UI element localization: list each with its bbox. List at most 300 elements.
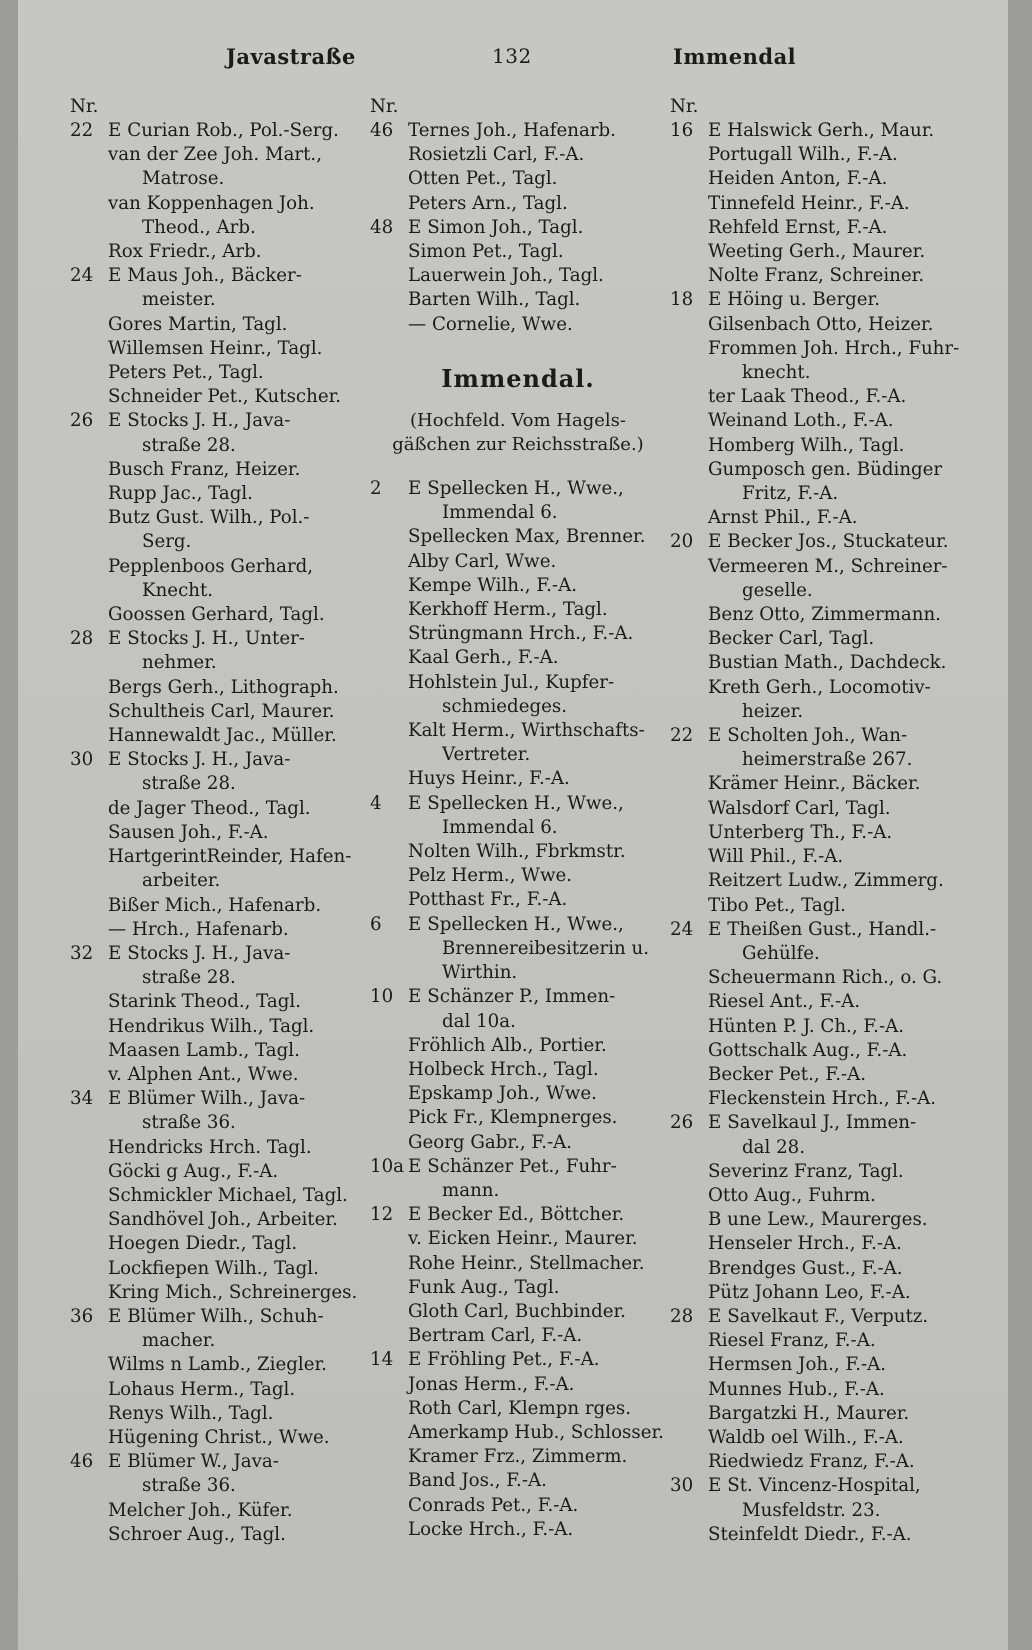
resident-name: Rox Friedr., Arb. [108,241,262,263]
house-number: 46 [70,1451,94,1473]
resident-name: Simon Pet., Tagl. [408,241,564,263]
resident-name: Kreth Gerh., Locomotiv- [708,676,931,698]
resident-name: Peters Pet., Tagl. [108,362,264,384]
owner-mark: E [708,1112,722,1134]
resident-entry [370,1421,666,1445]
resident-entry [670,1257,970,1281]
section-subtitle [370,409,666,457]
entry-continuation: Fritz, F.-A. [742,483,839,505]
resident-entry [670,1087,970,1111]
entry-continuation: nehmer. [142,652,217,674]
entry-continuation: straße 36. [142,1112,236,1134]
resident-entry [670,1329,970,1353]
nr-label: Nr. [670,96,699,117]
resident-name: Gumposch gen. Büdinger [708,458,943,480]
resident-name: Otten Pet., Tagl. [408,168,558,190]
resident-name: Nolten Wilh., Fbrkmstr. [408,841,626,863]
house-number: 18 [670,289,694,311]
house-entry [70,627,362,675]
house-entry [370,216,666,240]
resident-name: Gilsenbach Otto, Heizer. [708,313,934,335]
owner-mark: E [708,1475,722,1497]
resident-entry [70,143,362,191]
resident-name: — Cornelie, Wwe. [408,313,573,335]
resident-name: Hügening Christ., Wwe. [108,1426,330,1448]
resident-entry [670,1039,970,1063]
house-entry [70,119,362,143]
resident-entry [670,337,970,385]
resident-name: Pepplenboos Gerhard, [108,555,314,577]
resident-entry [670,167,970,191]
resident-name: Schultheis Carl, Maurer. [108,700,335,722]
resident-name: Becker Pet., F.-A. [708,1063,867,1085]
resident-entry [670,409,970,433]
resident-entry [70,361,362,385]
resident-name: Wilms n Lamb., Ziegler. [108,1354,327,1376]
resident-name: Goossen Gerhard, Tagl. [108,604,325,626]
resident-entry [670,216,970,240]
resident-entry [370,1300,666,1324]
resident-entry [370,864,666,888]
nr-label: Nr. [370,96,399,117]
resident-name: Riedwiedz Franz, F.-A. [708,1451,915,1473]
resident-name: Fröhlich Alb., Portier. [408,1034,607,1056]
resident-name: Busch Franz, Heizer. [108,458,301,480]
entry-continuation: Vertreter. [442,744,531,766]
resident-name: Bergs Gerh., Lithograph. [108,676,339,698]
resident-entry [670,1208,970,1232]
resident-name: Brendges Gust., F.-A. [708,1257,903,1279]
resident-entry [70,990,362,1014]
owner-mark: E [108,120,122,141]
resident-entry [670,192,970,216]
resident-name: Kempe Wilh., F.-A. [408,574,577,596]
resident-name: Frommen Joh. Hrch., Fuhr- [708,337,960,359]
resident-name: Gores Martin, Tagl. [108,313,288,335]
column-1 [70,95,362,1547]
resident-name: Schmickler Michael, Tagl. [108,1184,348,1206]
section-title: Immendal. [441,363,595,393]
owner-mark: E [708,120,722,141]
page-number: 132 [492,44,532,68]
resident-name: Schneider Pet., Kutscher. [108,386,342,408]
resident-name: Becker Ed., Böttcher. [427,1204,625,1226]
resident-name: de Jager Theod., Tagl. [108,797,311,819]
house-number: 2 [370,478,382,500]
owner-mark: E [708,725,722,747]
resident-entry [670,434,970,458]
entry-continuation: knecht. [742,362,811,384]
resident-name: HartgerintReinder, Hafen- [108,846,352,868]
house-entry [370,913,666,986]
resident-entry [70,1039,362,1063]
resident-name: Funk Aug., Tagl. [408,1276,560,1298]
resident-name: Locke Hrch., F.-A. [408,1518,574,1540]
resident-entry [670,1450,970,1474]
resident-name: Scholten Joh., Wan- [727,725,908,747]
resident-name: Simon Joh., Tagl. [427,216,584,238]
resident-entry [70,1160,362,1184]
resident-name: Holbeck Hrch., Tagl. [408,1058,599,1080]
column-3-entries [670,119,970,1547]
owner-mark: E [708,289,722,311]
resident-name: Pick Fr., Klempnerges. [408,1107,618,1129]
entry-continuation: Musfeldstr. 23. [742,1499,881,1521]
resident-name: Walsdorf Carl, Tagl. [708,797,891,819]
resident-entry [370,598,666,622]
resident-name: Steinfeldt Diedr., F.-A. [708,1523,912,1545]
resident-name: B une Lew., Maurerges. [708,1209,928,1231]
resident-entry [370,1324,666,1348]
resident-entry [370,840,666,864]
resident-name: Spellecken H., Wwe., [427,913,624,935]
resident-name: Strüngmann Hrch., F.-A. [408,623,634,645]
resident-name: Rupp Jac., Tagl. [108,483,253,505]
house-entry [670,119,970,143]
resident-name: Riesel Franz, F.-A. [708,1330,876,1352]
resident-name: Bertram Carl, F.-A. [408,1325,583,1347]
resident-entry [670,797,970,821]
resident-entry [670,676,970,724]
owner-mark: E [108,265,122,287]
resident-name: Potthast Fr., F.-A. [408,889,568,911]
resident-name: Göcki g Aug., F.-A. [108,1160,279,1182]
resident-name: Starink Theod., Tagl. [108,991,301,1013]
owner-mark: E [108,942,122,964]
resident-entry [370,1445,666,1469]
house-number: 26 [70,410,94,432]
resident-name: Bißer Mich., Hafenarb. [108,894,322,916]
resident-name: Stocks J. H., Java- [127,410,291,432]
entry-continuation: arbeiter. [142,870,221,892]
resident-name: Peters Arn., Tagl. [408,192,568,214]
house-entry [70,264,362,312]
resident-entry [70,1378,362,1402]
resident-entry [670,966,970,990]
resident-entry [370,550,666,574]
resident-entry [370,1518,666,1542]
resident-entry [370,574,666,598]
resident-name: Hohlstein Jul., Kupfer- [408,671,615,693]
entry-continuation: Gehülfe. [742,942,820,964]
resident-entry [370,1131,666,1155]
resident-entry [70,1353,362,1377]
resident-entry [370,1373,666,1397]
house-number: 28 [670,1305,694,1327]
house-number: 14 [370,1349,394,1371]
resident-name: Kalt Herm., Wirthschafts- [408,720,645,742]
entry-continuation: Theod., Arb. [142,216,256,238]
resident-entry [70,821,362,845]
resident-name: Blümer Wilh., Java- [127,1088,306,1110]
resident-name: Krämer Heinr., Bäcker. [708,773,921,795]
resident-entry [70,1063,362,1087]
resident-name: v. Alphen Ant., Wwe. [108,1063,299,1085]
resident-name: v. Eicken Heinr., Maurer. [408,1228,638,1250]
house-entry [70,1305,362,1353]
resident-entry [670,385,970,409]
resident-name: Kring Mich., Schreinerges. [108,1281,358,1303]
entry-continuation: straße 28. [142,434,236,456]
resident-entry [370,1227,666,1251]
column-1-entries [70,119,362,1547]
resident-name: Jonas Herm., F.-A. [408,1373,575,1395]
house-number: 36 [70,1305,94,1327]
resident-entry [70,724,362,748]
resident-name: Epskamp Joh., Wwe. [408,1083,597,1105]
house-number: 4 [370,792,382,814]
resident-name: Fröhling Pet., F.-A. [427,1349,600,1371]
resident-entry [370,646,666,670]
resident-entry [370,1082,666,1106]
owner-mark: E [108,410,122,432]
house-number: 22 [670,725,694,747]
resident-name: Riesel Ant., F.-A. [708,991,861,1013]
owner-mark: E [708,918,722,940]
resident-entry [370,167,666,191]
house-entry [370,1155,666,1203]
resident-name: Hendricks Hrch. Tagl. [108,1136,312,1158]
resident-entry [70,385,362,409]
owner-mark: E [408,1204,422,1226]
resident-entry [370,525,666,549]
resident-name: Amerkamp Hub., Schlosser. [408,1421,664,1443]
resident-entry [70,1281,362,1305]
resident-name: Henseler Hrch., F.-A. [708,1233,902,1255]
resident-name: Benz Otto, Zimmermann. [708,604,941,626]
entry-continuation: heimerstraße 267. [742,749,913,771]
resident-entry [70,313,362,337]
resident-entry [670,313,970,337]
house-entry [370,119,666,143]
resident-entry [670,651,970,675]
resident-name: Tinnefeld Heinr., F.-A. [708,192,910,214]
resident-entry [670,264,970,288]
resident-entry [670,1160,970,1184]
house-entry [670,918,970,966]
resident-name: Bustian Math., Dachdeck. [708,652,947,674]
owner-mark: E [408,1155,422,1177]
entry-continuation: meister. [142,289,216,311]
resident-name: Höing u. Berger. [727,289,881,311]
resident-name: — Hrch., Hafenarb. [108,918,289,940]
resident-entry [670,603,970,627]
resident-entry [670,1426,970,1450]
resident-name: Fleckenstein Hrch., F.-A. [708,1088,937,1110]
resident-name: Melcher Joh., Küfer. [108,1499,293,1521]
resident-entry [370,671,666,719]
resident-entry [70,337,362,361]
resident-name: Barten Wilh., Tagl. [408,289,581,311]
nr-label: Nr. [70,96,99,117]
resident-name: Georg Gabr., F.-A. [408,1131,573,1153]
resident-entry [70,1426,362,1450]
resident-name: Becker Jos., Stuckateur. [727,531,949,553]
entry-continuation: Serg. [142,531,192,553]
resident-entry [70,1184,362,1208]
resident-name: Kaal Gerh., F.-A. [408,647,559,669]
resident-entry [70,797,362,821]
house-entry [370,1348,666,1372]
owner-mark: E [108,749,122,771]
house-number: 22 [70,120,94,141]
owner-mark: E [108,628,122,650]
owner-mark: E [408,913,422,935]
resident-name: Curian Rob., Pol.-Serg. [127,120,339,141]
resident-name: Gloth Carl, Buchbinder. [408,1300,626,1322]
resident-name: Portugall Wilh., F.-A. [708,144,898,166]
resident-name: Stocks J. H., Java- [127,749,291,771]
house-number: 6 [370,913,382,935]
resident-entry [370,1276,666,1300]
owner-mark: E [408,478,422,500]
house-entry [670,1305,970,1329]
column-2-entries-top [370,119,666,337]
resident-name: Weinand Loth., F.-A. [708,410,894,432]
resident-entry [670,1402,970,1426]
resident-entry [70,1402,362,1426]
entry-continuation: straße 28. [142,967,236,989]
resident-name: Conrads Pet., F.-A. [408,1494,579,1516]
house-number: 48 [370,216,394,238]
resident-entry [370,264,666,288]
entry-continuation: heizer. [742,700,804,722]
house-entry [670,288,970,312]
resident-name: Waldb oel Wilh., F.-A. [708,1426,904,1448]
resident-entry [670,1015,970,1039]
header-street-left: Javastraße [226,44,356,69]
resident-entry [670,1063,970,1087]
resident-name: Munnes Hub., F.-A. [708,1378,885,1400]
column-3 [670,95,970,1547]
house-entry [370,477,666,525]
resident-entry [70,458,362,482]
owner-mark: E [108,1451,122,1473]
resident-name: van der Zee Joh. Mart., [108,144,322,166]
resident-entry [370,1034,666,1058]
section-subtitle-line: gäßchen zur Reichsstraße.) [392,434,644,456]
resident-entry [670,1378,970,1402]
resident-name: Lohaus Herm., Tagl. [108,1378,296,1400]
resident-name: Spellecken H., Wwe., [427,478,624,500]
entry-continuation: geselle. [742,579,813,601]
resident-name: Rohe Heinr., Stellmacher. [408,1252,645,1274]
house-number: 24 [670,918,694,940]
resident-entry [370,1469,666,1493]
resident-name: Stocks J. H., Java- [127,942,291,964]
resident-entry [370,1106,666,1130]
house-number: 16 [670,120,694,141]
resident-name: Theißen Gust., Handl.- [727,918,937,940]
header-street-right: Immendal [673,44,797,69]
house-entry [370,985,666,1033]
house-entry [370,1203,666,1227]
resident-entry [70,918,362,942]
entry-continuation: mann. [442,1179,500,1201]
owner-mark: E [108,1305,122,1327]
entry-continuation: dal 10a. [442,1010,516,1032]
entry-continuation: straße 28. [142,773,236,795]
directory-page [18,0,1008,1650]
resident-entry [670,869,970,893]
resident-entry [70,845,362,893]
resident-name: Lauerwein Joh., Tagl. [408,265,604,287]
entry-continuation: Wirthin. [442,962,518,984]
resident-name: Nolte Franz, Schreiner. [708,265,925,287]
resident-entry [70,482,362,506]
column-2 [370,95,666,1542]
owner-mark: E [408,792,422,814]
house-number: 28 [70,628,94,650]
resident-name: Vermeeren M., Schreiner- [708,555,948,577]
entry-continuation: macher. [142,1330,216,1352]
resident-name: Bargatzki H., Maurer. [708,1402,910,1424]
resident-name: Lockfiepen Wilh., Tagl. [108,1257,319,1279]
resident-name: Renys Wilh., Tagl. [108,1402,274,1424]
resident-entry [70,1257,362,1281]
resident-name: Blümer Wilh., Schuh- [127,1305,324,1327]
resident-entry [70,1523,362,1547]
resident-entry [670,772,970,796]
house-number: 32 [70,942,94,964]
resident-entry [670,240,970,264]
resident-entry [70,555,362,603]
resident-entry [370,143,666,167]
resident-name: Maus Joh., Bäcker- [127,265,302,287]
entry-continuation: straße 36. [142,1475,236,1497]
resident-name: Spellecken H., Wwe., [427,792,624,814]
resident-name: Ternes Joh., Hafenarb. [408,120,616,141]
resident-entry [70,240,362,264]
resident-name: Becker Carl, Tagl. [708,628,875,650]
resident-entry [670,143,970,167]
resident-entry [370,240,666,264]
resident-entry [370,622,666,646]
resident-name: Butz Gust. Wilh., Pol.- [108,507,310,529]
resident-entry [670,990,970,1014]
house-number: 26 [670,1112,694,1134]
resident-name: Gottschalk Aug., F.-A. [708,1039,908,1061]
resident-entry [70,603,362,627]
house-number: 12 [370,1204,394,1226]
resident-name: Pelz Herm., Wwe. [408,865,573,887]
column-2-entries-bottom [370,477,666,1542]
resident-entry [70,1232,362,1256]
house-entry [70,1087,362,1135]
resident-entry [670,1523,970,1547]
resident-name: Hoegen Diedr., Tagl. [108,1233,298,1255]
resident-name: Kramer Frz., Zimmerm. [408,1446,628,1468]
resident-entry [670,627,970,651]
resident-name: Tibo Pet., Tagl. [708,894,846,916]
resident-name: Huys Heinr., F.-A. [408,768,570,790]
resident-name: Maasen Lamb., Tagl. [108,1039,300,1061]
resident-name: ter Laak Theod., F.-A. [708,386,907,408]
resident-name: Stocks J. H., Unter- [127,628,305,650]
resident-name: Reitzert Ludw., Zimmerg. [708,870,944,892]
resident-entry [70,192,362,240]
resident-name: St. Vincenz-Hospital, [727,1475,921,1497]
owner-mark: E [408,1349,422,1371]
house-entry [370,792,666,840]
resident-name: Otto Aug., Fuhrm. [708,1184,876,1206]
resident-entry [670,1232,970,1256]
entry-continuation: Immendal 6. [442,816,558,838]
resident-name: Sausen Joh., F.-A. [108,821,269,843]
entry-continuation: Knecht. [142,579,214,601]
resident-name: Hendrikus Wilh., Tagl. [108,1015,315,1037]
section-subtitle-line: (Hochfeld. Vom Hagels- [410,410,626,432]
